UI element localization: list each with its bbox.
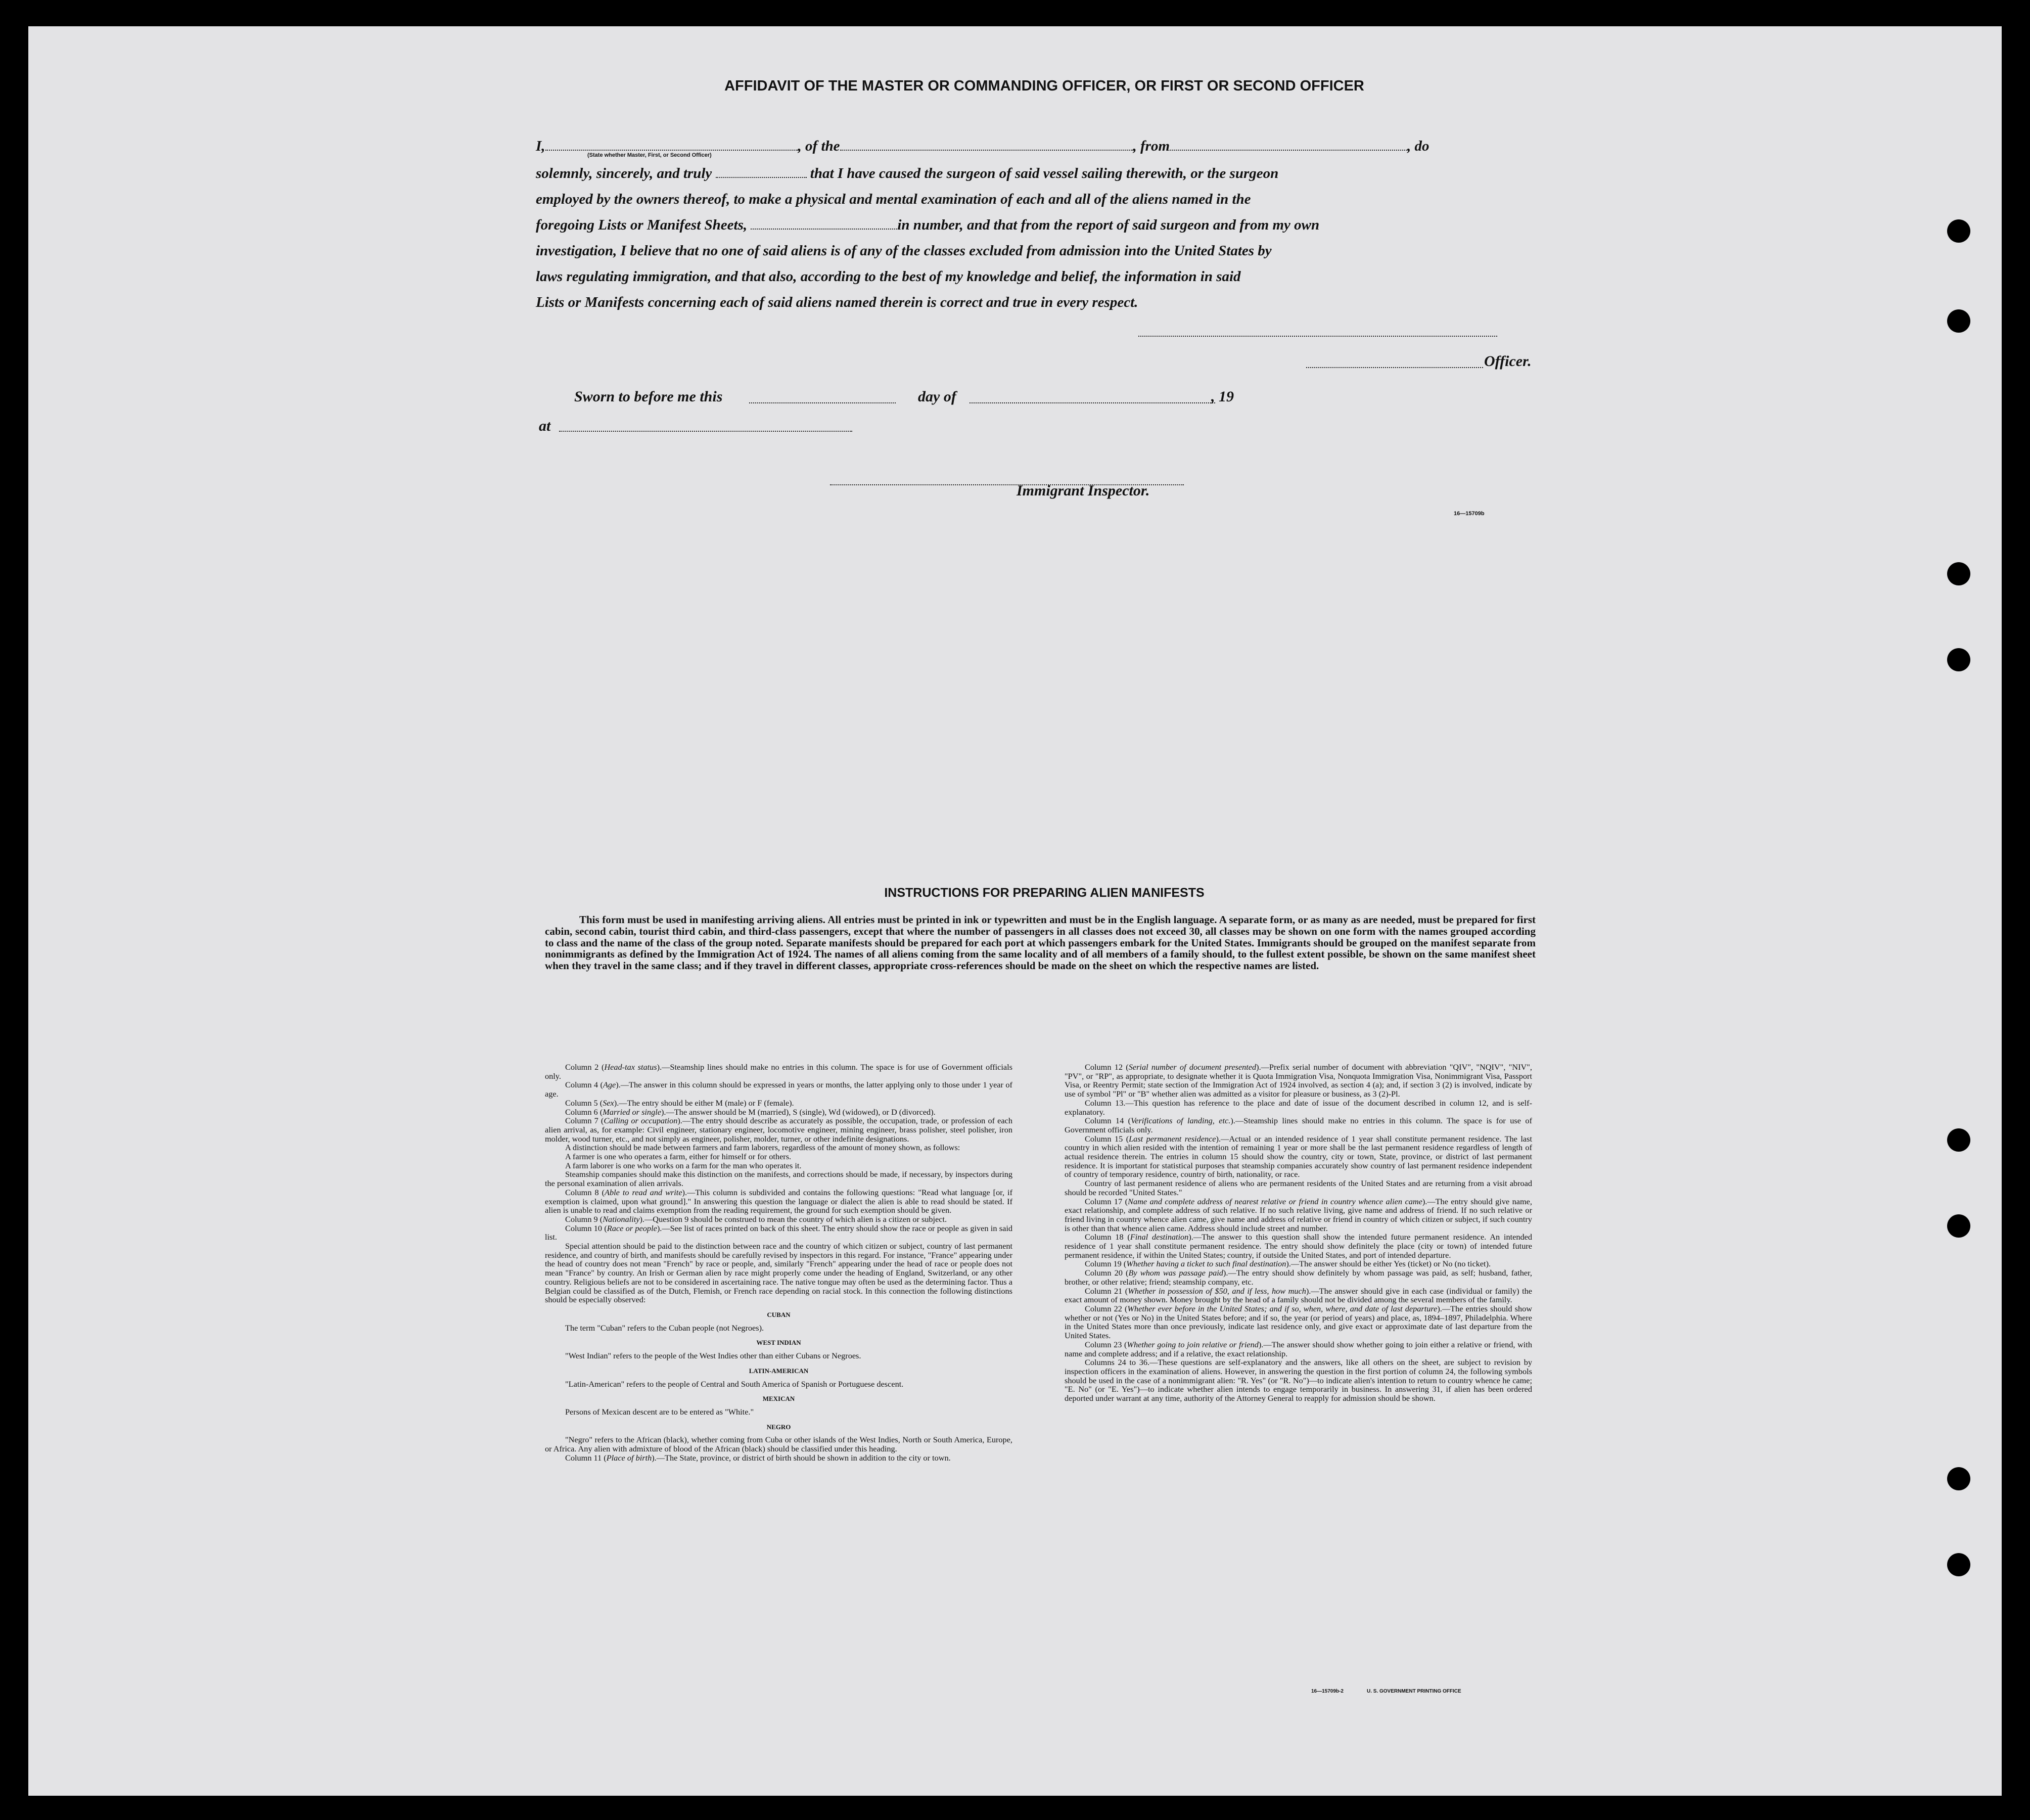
affidavit-line-1: I, , of the , from , do xyxy=(536,138,1429,154)
west-indian-heading: WEST INDIAN xyxy=(756,1339,801,1347)
year-label: , 19 xyxy=(1211,388,1234,405)
cuban-definition: The term "Cuban" refers to the Cuban people (not Negroes). xyxy=(565,1323,764,1333)
right_column-paragraph: Column 13.—This question has reference to the place and date of issue of the document described in column 12, and is self-explanatory. xyxy=(1065,1098,1532,1117)
negro-definition: "Negro" refers to the African (black), whether coming from Cuba or other islands of the West Indies, North or South America, Europe, or Africa. Any alien with admixture of blood of the African (black) should be classified under this heading. xyxy=(545,1435,1012,1454)
instructions-right-column xyxy=(1065,1063,1532,1403)
right_column-paragraph: Column 15 (Last permanent residence).—Actual or an intended residence of 1 year shall constitute permanent residence. The last country in which alien resided with the intention of remaining 1 year or more shall be the last permanent residence regardless of length of actual residence therein. The entries in column 15 should show the country, city or town, State, province, or district of last permanent residence. It is important for statistical purposes that steamship companies accurately show country of last permanent residence independent of country of temporary residence, country of birth, nationality, or race. xyxy=(1065,1133,1532,1179)
binder-hole xyxy=(1947,1553,1970,1576)
left_column-paragraph: Column 7 (Calling or occupation).—The entry should describe as accurately as possible, the occupation, trade, or profession of each alien arrival, as, for example: Civil engineer, stationary engineer, locomotive engineer, mining engineer, brass polisher, steel polisher, iron molder, wood turner, etc., and not simply as engineer, polisher, molder, turner, or other indefinite designations. xyxy=(545,1116,1013,1144)
left_column-paragraph: A farm laborer is one who works on a farm for the man who operates it. xyxy=(565,1160,802,1170)
binder-hole xyxy=(1947,562,1970,585)
right_column-paragraph: Column 21 (Whether in possession of $50, and if less, how much).—The answer should give in each case (individual or family) the exact amount of money shown. Money brought by the head of a family should not be divided among the several members of the family. xyxy=(1065,1286,1533,1305)
latin-american-definition: "Latin-American" refers to the people of Central and South America of Spanish or Portuguese descent. xyxy=(565,1379,904,1389)
west-indian-definition: "West Indian" refers to the people of the West Indies other than either Cubans or Negroes. xyxy=(565,1351,861,1361)
right_column-paragraph: Column 20 (By whom was passage paid).—The entry should show definitely by whom passage was paid, as self; husband, father, brother, or other relative; friend; steamship company, etc. xyxy=(1065,1268,1532,1287)
right_column-paragraph: Column 19 (Whether having a ticket to such final destination).—The answer should be either Yes (ticket) or No (no ticket). xyxy=(1085,1259,1491,1269)
right_column-paragraph: Country of last permanent residence of aliens who are permanent residents of the United States and are returning from a visit abroad should be recorded "United States." xyxy=(1065,1178,1532,1197)
binder-hole xyxy=(1947,648,1970,671)
affidavit-line-7: Lists or Manifests concerning each of said aliens named therein is correct and true in every respect. xyxy=(536,294,1138,310)
left_column-paragraph: Steamship companies should make this distinction on the manifests, and corrections should be made, if necessary, by inspectors during the personal examination of alien arrivals. xyxy=(545,1169,1012,1189)
sworn-day-field[interactable] xyxy=(749,402,896,403)
left_column-paragraph: Column 4 (Age).—The answer in this column should be expressed in years or months, the latter applying only to those under 1 year of age. xyxy=(545,1080,1012,1099)
right_column-paragraph: Column 17 (Name and complete address of nearest relative or friend in country whence alien came).—The entry should give name, exact relationship, and complete address of such relative. If no such relative living, give name and address of friend. If no such relative or friend living in country whence alien came, give name and address of relative or friend in country of which citizen or subject, if such country is other than that whence alien came. Address should include street and number. xyxy=(1065,1196,1532,1233)
column-11-paragraph: Column 11 (Place of birth).—The State, province, or district of birth should be shown in addition to the city or town. xyxy=(565,1452,951,1463)
instructions-intro xyxy=(545,914,1536,972)
mexican-definition: Persons of Mexican descent are to be entered as "White." xyxy=(565,1406,754,1417)
left_column-paragraph: A distinction should be made between farmers and farm laborers, regardless of the amount of money shown, as follows: xyxy=(565,1143,960,1153)
right_column-paragraph: Column 12 (Serial number of document presented).—Prefix serial number of document with abbreviation "QIV", "NQIV", "NIV", "PV", or "RP", as appropriate, to designate whether it is Quota Immigration Visa, Nonquota Immigration Visa, Nonimmigrant Visa, Passport Visa, or Reentry Permit; state section of the Immigration Act of 1924 involved, as section 4 (a); and, if section 3 (2) is involved, indicate by use of symbol "Pl" or "B" whether alien was admitted as a visitor for pleasure or business, as 3 (2)-Pl. xyxy=(1065,1062,1532,1099)
affidavit-line-3: employed by the owners thereof, to make a physical and mental examination of each and all of the aliens named in the xyxy=(536,191,1251,207)
left_column-paragraph: Special attention should be paid to the distinction between race and the country of which citizen or subject, country of last permanent residence, and country of birth, and manifests should be carefully revised by inspectors in this regard. For instance, "France" appearing under the head of country does not mean "French" by race or people, and, similarly "French" appearing under the head of race or people does not mean "France" by country. An Irish or German alien by race might properly come under the heading of England, Switzerland, or any other country. Religious beliefs are not to be considered in ascertaining race. The native tongue may often be used as the determining factor. Thus a Belgian could be classified as of the Dutch, Flemish, or French race depending on racial stock. In this connection the following distinctions should be especially observed: xyxy=(545,1241,1012,1305)
inspector-label: Immigrant Inspector. xyxy=(1017,482,1150,499)
left_column-paragraph: Column 5 (Sex).—The entry should be either M (male) or F (female). xyxy=(565,1098,794,1108)
cuban-heading: CUBAN xyxy=(767,1310,791,1318)
latin-american-heading: LATIN-AMERICAN xyxy=(749,1367,809,1375)
officer-signature-line[interactable] xyxy=(1138,336,1497,337)
mexican-heading: MEXICAN xyxy=(762,1395,795,1403)
form-code: 16—15709b xyxy=(1454,511,1485,517)
affidavit-line-6: laws regulating immigration, and that also, according to the best of my knowledge and belief, the information in said xyxy=(536,268,1241,285)
officer-label: Officer. xyxy=(1484,353,1532,370)
sworn-month-field[interactable] xyxy=(970,402,1215,403)
state-officer-label: (State whether Master, First, or Second Officer) xyxy=(587,152,712,158)
day-of-label: day of xyxy=(918,388,956,405)
binder-hole xyxy=(1947,309,1970,333)
binder-hole xyxy=(1947,1467,1970,1490)
at-place-field[interactable] xyxy=(559,431,852,432)
binder-hole xyxy=(1947,1214,1970,1238)
left_column-paragraph: Column 8 (Able to read and write).—This column is subdivided and contains the following questions: "Read what language [or, if exemption is claimed, upon what ground]." In answering this question the language or dialect the alien is able to read should be stated. If alien is unable to read and claims exemption from the reading requirement, the ground for such exemption should be given. xyxy=(545,1187,1012,1215)
footer-code: 16—15709b-2 xyxy=(1311,1689,1344,1694)
right_column-paragraph: Column 14 (Verifications of landing, etc.).—Steamship lines should make no entries in this column. The space is for use of Government officials only. xyxy=(1065,1116,1532,1134)
instructions-title: INSTRUCTIONS FOR PREPARING ALIEN MANIFESTS xyxy=(884,886,1205,900)
right_column-paragraph: Column 18 (Final destination).—The answer to this question shall show the intended future permanent residence. An intended residence of 1 year shall constitute permanent residence. The entry should show definitely the place (city or town) of intended future permanent residence, if within the United States; country, if outside the United States, and port of intended departure. xyxy=(1065,1232,1532,1260)
affidavit-title: AFFIDAVIT OF THE MASTER OR COMMANDING OFFICER, OR FIRST OR SECOND OFFICER xyxy=(724,78,1364,94)
right_column-paragraph: Column 22 (Whether ever before in the United States; and if so, when, where, and date of last departure).—The entries should show whether or not (Yes or No) in the United States before; and if so, the year (or period of years) and place, as, 1894–1897, Philadelphia. Where in the United States more than once previously, indicate last residence only, and give exact or approximate date of last departure from the United States. xyxy=(1065,1303,1532,1341)
footer-printer: U. S. GOVERNMENT PRINTING OFFICE xyxy=(1367,1689,1461,1694)
left_column-paragraph: Column 10 (Race or people).—See list of races printed on back of this sheet. The entry should show the race or people as given in said list. xyxy=(545,1223,1012,1242)
left_column-paragraph: A farmer is one who operates a farm, either for himself or for others. xyxy=(565,1152,792,1162)
binder-hole xyxy=(1947,219,1970,243)
left_column-paragraph: Column 6 (Married or single).—The answer should be M (married), S (single), Wd (widowed), or D (divorced). xyxy=(565,1107,936,1117)
binder-hole xyxy=(1947,1128,1970,1152)
right_column-paragraph: Columns 24 to 36.—These questions are self-explanatory and the answers, like all others on the sheet, are subject to revision by inspection officers in the examination of aliens. However, in answering the question in the first portion of column 24, the following symbols should be used in the case of a nonimmigrant alien: "R. Yes" (or "R. No")—to indicate alien's intention to return to country whence he came; "E. No" (or "E. Yes")—to indicate whether alien intends to engage temporarily in business. In answering 31, if alien has been ordered deported under warrant at any time, authority of the Attorney General to reapply for admission should be shown. xyxy=(1065,1357,1532,1403)
document-page xyxy=(28,26,2002,1796)
affidavit-line-2: solemnly, sincerely, and truly that I have caused the surgeon of said vessel sailing therewith, or the surgeon xyxy=(536,165,1279,181)
affidavit-body-rest xyxy=(536,161,1552,315)
intro-paragraph: This form must be used in manifesting arriving aliens. All entries must be printed in ink or typewritten and must be in the English language. A separate form, or as many as are needed, must be prepared for first cabin, second cabin, tourist third cabin, and third-class passengers, except that where the number of passengers in all classes does not exceed 30, all classes may be shown on one form with the names grouped according to class and the name of the class of the group noted. Separate manifests should be prepared for each port at which passengers embark for the United States. Immigrants should be grouped on the manifest separate from nonimmigrants as defined by the Immigration Act of 1924. The names of all aliens coming from the same locality and of all members of a family should, to the fullest extent possible, be shown on the same manifest sheet when they travel in the same class; and if they travel in different classes, appropriate cross-references should be made on the sheet on which the respective names are listed. xyxy=(545,914,1536,972)
right_column-paragraph: Column 23 (Whether going to join relative or friend).—The answer should show whether going to join either a relative or friend, with name and complete address; and if a relative, the exact relationship. xyxy=(1065,1339,1532,1358)
sworn-label: Sworn to before me this xyxy=(574,388,723,405)
negro-heading: NEGRO xyxy=(766,1423,791,1431)
affidavit-line-4: foregoing Lists or Manifest Sheets, in number, and that from the report of said surgeon and from my own xyxy=(536,217,1320,233)
left_column-paragraph: Column 9 (Nationality).—Question 9 should be construed to mean the country of which alien is a citizen or subject. xyxy=(565,1214,947,1224)
affidavit-line-5: investigation, I believe that no one of said aliens is of any of the classes excluded from admission into the United States by xyxy=(536,243,1272,259)
left-column-paragraphs xyxy=(545,1063,1012,1304)
left_column-paragraph: Column 2 (Head-tax status).—Steamship lines should make no entries in this column. The space is for use of Government officials only. xyxy=(545,1062,1012,1081)
right-column-paragraphs xyxy=(1065,1063,1532,1403)
at-label: at xyxy=(539,418,551,434)
officer-name-line[interactable] xyxy=(1306,367,1483,368)
instructions-left-column xyxy=(545,1063,1012,1462)
